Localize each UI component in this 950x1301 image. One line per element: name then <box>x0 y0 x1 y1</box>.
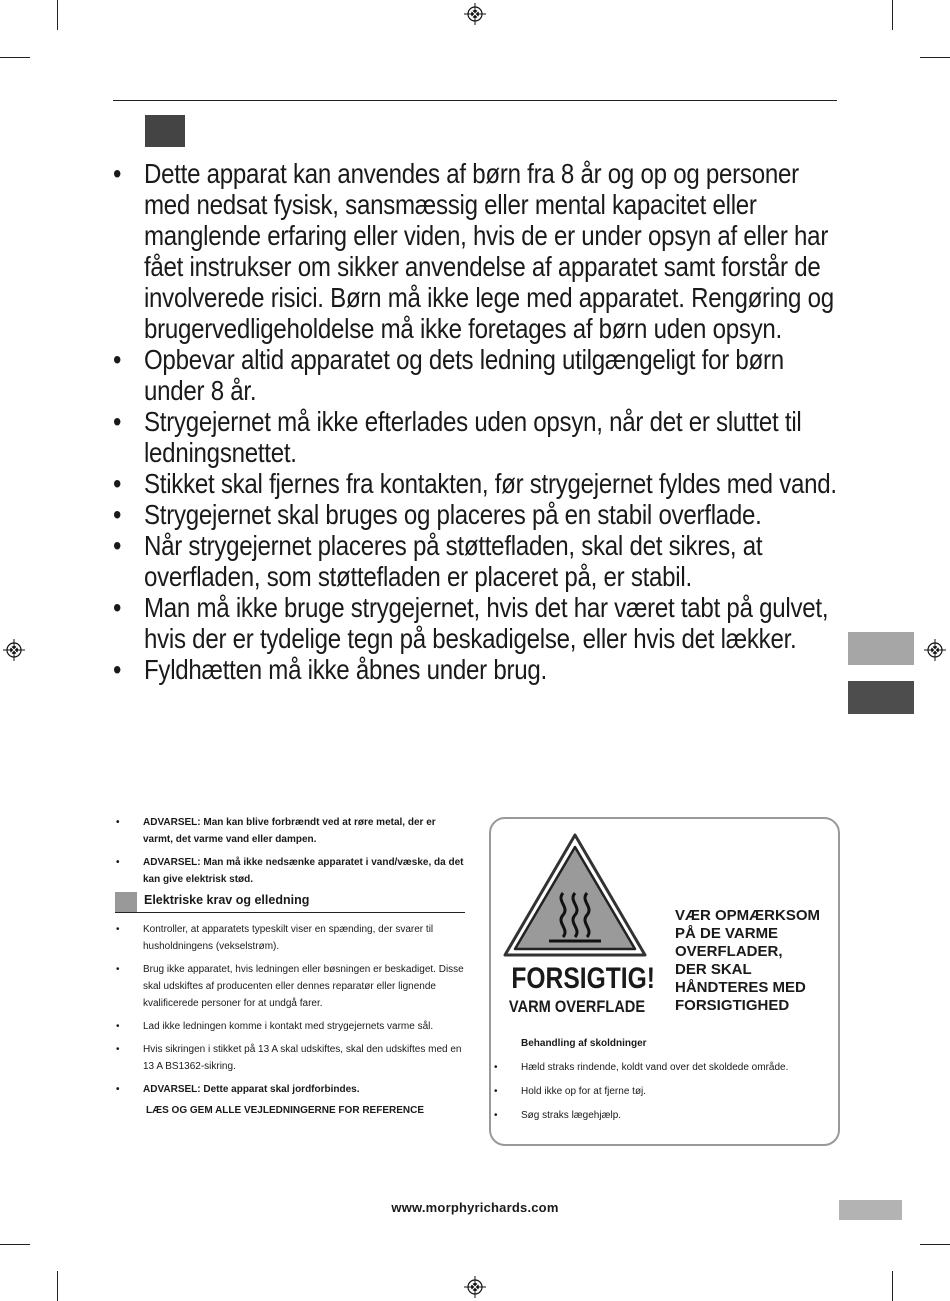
hot-surface-warning-icon <box>499 829 651 961</box>
warnings-block <box>113 814 465 894</box>
burns-list <box>491 1059 831 1130</box>
notice-line: FORSIGTIGHED <box>675 997 790 1014</box>
safety-item: • Opbevar altid apparatet og dets ledning utilgængeligt for børn under 8 år. <box>113 344 839 406</box>
burns-item: • Søg straks lægehjælp. <box>491 1107 831 1124</box>
section-marker-box <box>145 115 185 147</box>
safety-list <box>113 158 837 685</box>
crop-mark <box>0 1244 30 1245</box>
electrical-item: • Hvis sikringen i stikket på 13 A skal udskiftes, skal den udskiftes med en 13 A BS1362-sikring. <box>113 1041 465 1075</box>
warning-item: • ADVARSEL: Man kan blive forbrændt ved at røre metal, der er varmt, det varme vand eller dampen. <box>113 814 465 848</box>
registration-mark-icon <box>3 639 25 661</box>
safety-item: • Man må ikke bruge strygejernet, hvis det har været tabt på gulvet, hvis der er tydelige tegn på beskadigelse, eller hvis det lækker. <box>113 592 839 654</box>
earth-warning: • ADVARSEL: Dette apparat skal jordforbindes. <box>113 1081 465 1098</box>
crop-mark <box>920 57 950 58</box>
electrical-item: • Brug ikke apparatet, hvis ledningen eller bøsningen er beskadiget. Disse skal udskiftes af producenten eller dennes reparatør eller lignende kvalificerede personer for at undgå farer. <box>113 961 465 1012</box>
crop-mark <box>892 1271 893 1301</box>
notice-line: DER SKAL <box>675 961 752 978</box>
crop-mark <box>920 1244 950 1245</box>
crop-mark <box>0 57 30 58</box>
top-rule <box>113 100 837 101</box>
safety-item: • Fyldhætten må ikke åbnes under brug. <box>113 654 839 685</box>
safety-item: • Dette apparat kan anvendes af børn fra 8 år og op og personer med nedsat fysisk, sansmæssig eller mental kapacitet eller manglende erfaring eller viden, hvis de er under opsyn af eller har fået instrukser om sikker anvendelse af apparatet samt forstår de involverede risici. Børn må ikke lege med apparatet. Rengøring og brugervedligeholdelse må ikke foretages af børn uden opsyn. <box>113 158 839 344</box>
safety-item: • Strygejernet må ikke efterlades uden opsyn, når det er sluttet til ledningsnettet. <box>113 406 839 468</box>
burns-item: • Hæld straks rindende, koldt vand over det skoldede område. <box>491 1059 831 1076</box>
registration-mark-icon <box>924 639 946 661</box>
registration-mark-icon <box>464 1276 486 1298</box>
notice-line: HÅNDTERES MED <box>675 979 806 996</box>
crop-mark <box>892 0 893 30</box>
hot-surface-panel <box>489 817 840 1146</box>
heading-text: Elektriske krav og elledning <box>144 893 310 907</box>
electrical-item: • Kontroller, at apparatets typeskilt viser en spænding, der svarer til husholdningens (vekselstrøm). <box>113 921 465 955</box>
warning-item: • ADVARSEL: Man må ikke nedsænke apparatet i vand/væske, da det kan give elektrisk stød. <box>113 854 465 888</box>
language-tab-active <box>848 681 914 714</box>
language-tab <box>848 632 914 665</box>
registration-mark-icon <box>464 3 486 25</box>
caution-title: FORSIGTIG! <box>511 962 655 995</box>
crop-mark <box>57 1271 58 1301</box>
notice-line: PÅ DE VARME <box>675 925 779 942</box>
safety-item: • Når strygejernet placeres på støttefladen, skal det sikres, at overfladen, som støttefladen er placeret på, er stabil. <box>113 530 839 592</box>
safety-item: • Strygejernet skal bruges og placeres på en stabil overflade. <box>113 499 839 530</box>
read-keep-note: LÆS OG GEM ALLE VEJLEDNINGERNE FOR REFERENCE <box>146 1105 424 1116</box>
notice-line: OVERFLADER, <box>675 943 783 960</box>
heading-marker <box>115 892 137 912</box>
electrical-block <box>113 921 465 1119</box>
burns-heading: Behandling af skoldninger <box>521 1038 647 1049</box>
electrical-item: • Lad ikke ledningen komme i kontakt med strygejernets varme sål. <box>113 1018 465 1035</box>
page-number-box <box>839 1200 902 1220</box>
burns-item: • Hold ikke op for at fjerne tøj. <box>491 1083 831 1100</box>
crop-mark <box>57 0 58 30</box>
notice-line: VÆR OPMÆRKSOM <box>675 907 821 924</box>
caution-subtitle: VARM OVERFLADE <box>508 997 646 1016</box>
hot-surface-notice <box>675 907 820 1015</box>
safety-item: • Stikket skal fjernes fra kontakten, før strygejernet fyldes med vand. <box>113 468 839 499</box>
website-url: www.morphyrichards.com <box>391 1200 559 1215</box>
electrical-section-heading <box>115 892 465 913</box>
